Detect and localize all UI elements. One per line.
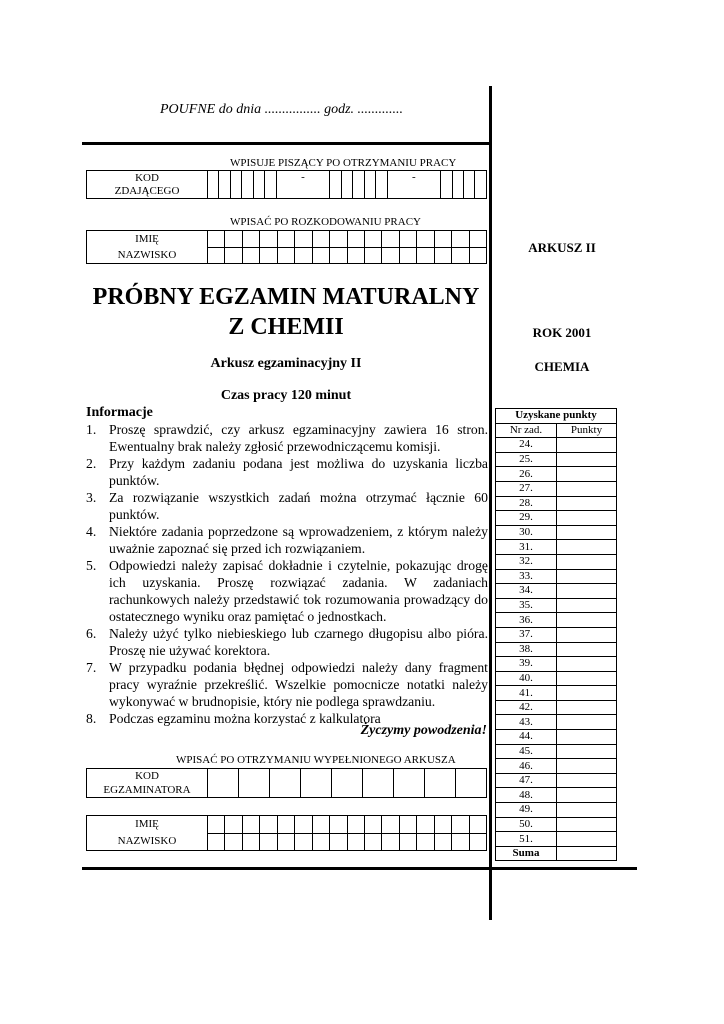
nazwisko-cell[interactable]	[347, 247, 364, 264]
score-row	[496, 686, 617, 701]
score-row	[496, 817, 617, 832]
przedmiot-label: CHEMIA	[534, 359, 590, 374]
nazwisko-cell[interactable]	[382, 833, 399, 851]
nazwisko-cell[interactable]	[330, 833, 347, 851]
score-row-points[interactable]	[557, 671, 617, 686]
score-row	[496, 773, 617, 788]
score-row-nr: 33.	[496, 569, 557, 584]
kod-cell[interactable]	[219, 171, 230, 199]
score-row-points[interactable]	[557, 540, 617, 555]
score-row	[496, 613, 617, 628]
score-row-points[interactable]	[557, 511, 617, 526]
nazwisko-cell[interactable]	[295, 833, 312, 851]
nazwisko-cell[interactable]	[225, 833, 242, 851]
score-row-nr: 43.	[496, 715, 557, 730]
kod-cell[interactable]	[475, 171, 487, 199]
imie-cell[interactable]	[364, 231, 381, 248]
kod-cell[interactable]	[353, 171, 364, 199]
info-item	[86, 489, 488, 523]
score-table	[495, 408, 617, 861]
score-row-points[interactable]	[557, 467, 617, 482]
score-row	[496, 598, 617, 613]
imie-cell[interactable]	[364, 816, 381, 834]
title-line2: Z CHEMII	[228, 314, 344, 340]
nazwisko-cell[interactable]	[469, 247, 486, 264]
kod-cell[interactable]	[364, 171, 375, 199]
page-title	[86, 282, 486, 342]
score-row	[496, 569, 617, 584]
score-row-points[interactable]	[557, 730, 617, 745]
imie-cell[interactable]	[295, 816, 312, 834]
imie-cell[interactable]	[417, 231, 434, 248]
score-row-nr: 28.	[496, 496, 557, 511]
nazwisko-cell[interactable]	[330, 247, 347, 264]
egz-label-line1: KOD	[135, 770, 159, 782]
score-row-nr: 47.	[496, 773, 557, 788]
score-row-points[interactable]	[557, 554, 617, 569]
kod-cell[interactable]	[452, 171, 463, 199]
score-row-points[interactable]	[557, 569, 617, 584]
score-row-points[interactable]	[557, 744, 617, 759]
score-row	[496, 700, 617, 715]
nazwisko-cell[interactable]	[277, 833, 294, 851]
egz-cell[interactable]	[208, 769, 239, 798]
nazwisko-cell[interactable]	[364, 247, 381, 264]
nazwisko-cell[interactable]	[312, 833, 329, 851]
nazwisko-cell[interactable]	[277, 247, 294, 264]
score-row-nr: 41.	[496, 686, 557, 701]
vertical-divider	[489, 86, 492, 920]
score-row-points[interactable]	[557, 773, 617, 788]
imie-label: IMIĘ	[135, 818, 159, 830]
score-row	[496, 554, 617, 569]
imie-cell[interactable]	[242, 816, 259, 834]
nazwisko-cell[interactable]	[208, 247, 225, 264]
nazwisko-cell[interactable]	[364, 833, 381, 851]
score-row-nr: 39.	[496, 657, 557, 672]
score-row-nr: 40.	[496, 671, 557, 686]
kod-cell[interactable]	[208, 171, 219, 199]
info-item	[86, 455, 488, 489]
nazwisko-cell[interactable]	[452, 247, 469, 264]
imie-cell[interactable]	[225, 816, 242, 834]
info-item-text: Odpowiedzi należy zapisać dokładnie i czytelnie, pokazując drogę ich uzyskania. Proszę rozwiązać zadania. W zadaniach rachunkowych należy przedstawić tok rozumowania prowadzący do ostatecznego wyniku oraz pamiętać o jednostkach.	[109, 558, 488, 624]
egz-cell[interactable]	[301, 769, 332, 798]
score-row-nr: 34.	[496, 584, 557, 599]
nazwisko-label: NAZWISKO	[117, 249, 177, 261]
score-row	[496, 759, 617, 774]
kod-cell[interactable]	[463, 171, 474, 199]
imie-cell[interactable]	[417, 816, 434, 834]
imie-cell[interactable]	[469, 231, 486, 248]
egz-cell[interactable]	[270, 769, 301, 798]
score-row-points[interactable]	[557, 598, 617, 613]
score-row	[496, 730, 617, 745]
kod-cell[interactable]	[441, 171, 452, 199]
imie-cell[interactable]	[312, 816, 329, 834]
nazwisko-label: NAZWISKO	[117, 835, 177, 847]
score-row-nr: 32.	[496, 554, 557, 569]
score-row-points[interactable]	[557, 759, 617, 774]
info-list	[86, 421, 488, 727]
kod-cell[interactable]	[341, 171, 352, 199]
score-row-points[interactable]	[557, 803, 617, 818]
info-item-num: 5.	[86, 558, 97, 573]
kod-label-line2: ZDAJĄCEGO	[114, 184, 180, 197]
score-row-points[interactable]	[557, 496, 617, 511]
info-item-text: Należy użyć tylko niebieskiego lub czarnego długopisu albo pióra. Proszę nie używać korektora.	[109, 626, 488, 658]
egz-cell[interactable]	[332, 769, 363, 798]
title-line1: PRÓBNY EGZAMIN MATURALNY	[92, 284, 480, 310]
score-row-nr: 46.	[496, 759, 557, 774]
kod-separator: -	[276, 171, 330, 199]
time-limit: Czas pracy 120 minut	[220, 388, 352, 403]
egz-cell[interactable]	[425, 769, 456, 798]
arkusz-label: ARKUSZ II	[528, 240, 596, 255]
score-row-nr: 50.	[496, 817, 557, 832]
nazwisko-cell[interactable]	[399, 833, 416, 851]
info-item-text: Podczas egzaminu można korzystać z kalkulatora	[109, 711, 381, 726]
score-sum-cell[interactable]	[557, 846, 617, 861]
imie-cell[interactable]	[277, 231, 294, 248]
nazwisko-cell[interactable]	[382, 247, 399, 264]
imie-cell[interactable]	[399, 231, 416, 248]
good-luck-wish: Życzymy powodzenia!	[360, 723, 487, 738]
score-row-nr: 29.	[496, 511, 557, 526]
imie-cell[interactable]	[225, 231, 242, 248]
kod-cell[interactable]	[376, 171, 387, 199]
info-item-num: 6.	[86, 626, 97, 641]
info-item	[86, 523, 488, 557]
score-row	[496, 452, 617, 467]
score-row-nr: 42.	[496, 700, 557, 715]
score-row-points[interactable]	[557, 715, 617, 730]
score-row-points[interactable]	[557, 686, 617, 701]
info-item-num: 1.	[86, 422, 97, 437]
kod-zdajacego-label	[87, 171, 208, 199]
nazwisko-cell[interactable]	[242, 247, 259, 264]
egz-label-line2: EGZAMINATORA	[103, 784, 191, 796]
score-row	[496, 715, 617, 730]
score-row-points[interactable]	[557, 438, 617, 453]
kod-label-line1: KOD	[135, 171, 159, 184]
score-row-points[interactable]	[557, 657, 617, 672]
kod-cell[interactable]	[265, 171, 276, 199]
info-item-num: 8.	[86, 711, 97, 726]
score-row	[496, 496, 617, 511]
score-row	[496, 540, 617, 555]
egz-cell[interactable]	[239, 769, 270, 798]
imie-cell[interactable]	[260, 816, 277, 834]
score-row-nr: 37.	[496, 627, 557, 642]
imie-cell[interactable]	[452, 231, 469, 248]
info-item-text: Za rozwiązanie wszystkich zadań można otrzymać łącznie 60 punktów.	[109, 490, 488, 522]
imie-nazwisko-grid-bottom	[86, 815, 487, 851]
info-item-num: 2.	[86, 456, 97, 471]
score-row-points[interactable]	[557, 452, 617, 467]
imie-cell[interactable]	[399, 816, 416, 834]
imie-cell[interactable]	[347, 231, 364, 248]
imie-nazwisko-label	[87, 231, 208, 264]
nazwisko-cell[interactable]	[260, 247, 277, 264]
nazwisko-cell[interactable]	[417, 247, 434, 264]
nazwisko-cell[interactable]	[434, 247, 451, 264]
info-item	[86, 557, 488, 625]
score-row	[496, 803, 617, 818]
info-item-num: 4.	[86, 524, 97, 539]
top-divider	[82, 142, 490, 145]
score-row-points[interactable]	[557, 525, 617, 540]
kod-zdajacego-grid	[86, 170, 487, 199]
nazwisko-cell[interactable]	[260, 833, 277, 851]
kod-cell[interactable]	[230, 171, 241, 199]
score-row	[496, 788, 617, 803]
imie-cell[interactable]	[330, 816, 347, 834]
info-item-text: Przy każdym zadaniu podana jest możliwa do uzyskania liczba punktów.	[109, 456, 488, 488]
score-row	[496, 657, 617, 672]
score-row-points[interactable]	[557, 700, 617, 715]
imie-cell[interactable]	[330, 231, 347, 248]
info-item-num: 7.	[86, 660, 97, 675]
rozkodowanie-caption: WPISAĆ PO ROZKODOWANIU PRACY	[230, 216, 421, 228]
egzaminator-caption: WPISAĆ PO OTRZYMANIU WYPEŁNIONEGO ARKUSZA	[176, 754, 456, 766]
kod-egzaminatora-label	[87, 769, 208, 798]
score-row-nr: 25.	[496, 452, 557, 467]
egz-cell[interactable]	[456, 769, 487, 798]
score-row-points[interactable]	[557, 832, 617, 847]
imie-cell[interactable]	[208, 816, 225, 834]
score-row	[496, 832, 617, 847]
score-row	[496, 511, 617, 526]
imie-cell[interactable]	[434, 231, 451, 248]
imie-cell[interactable]	[312, 231, 329, 248]
imie-cell[interactable]	[347, 816, 364, 834]
score-row	[496, 627, 617, 642]
info-item	[86, 659, 488, 710]
score-row	[496, 438, 617, 453]
score-row-nr: 27.	[496, 481, 557, 496]
score-row-nr: 45.	[496, 744, 557, 759]
nazwisko-cell[interactable]	[295, 247, 312, 264]
info-item-text: W przypadku podania błędnej odpowiedzi należy dany fragment pracy wyraźnie przekreślić. Wszelkie pomocnicze notatki należy wykonywać w brudnopisie, który nie podlega sprawdzaniu.	[109, 660, 488, 709]
imie-cell[interactable]	[434, 816, 451, 834]
kod-zdajacego-caption: WPISUJE PISZĄCY PO OTRZYMANIU PRACY	[230, 157, 457, 169]
score-row-points[interactable]	[557, 584, 617, 599]
score-row-points[interactable]	[557, 627, 617, 642]
imie-cell[interactable]	[208, 231, 225, 248]
imie-cell[interactable]	[242, 231, 259, 248]
score-sum-label: Suma	[496, 846, 557, 861]
nazwisko-cell[interactable]	[399, 247, 416, 264]
score-row-points[interactable]	[557, 788, 617, 803]
imie-cell[interactable]	[382, 816, 399, 834]
score-col-nr: Nr zad.	[496, 423, 557, 438]
score-row	[496, 642, 617, 657]
nazwisko-cell[interactable]	[417, 833, 434, 851]
nazwisko-cell[interactable]	[242, 833, 259, 851]
kod-cell[interactable]	[330, 171, 341, 199]
score-row-nr: 51.	[496, 832, 557, 847]
info-item-text: Proszę sprawdzić, czy arkusz egzaminacyjny zawiera 16 stron. Ewentualny brak należy zgłosić przewodniczącemu komisji.	[109, 422, 488, 454]
kod-egzaminatora-grid	[86, 768, 487, 798]
imie-cell[interactable]	[382, 231, 399, 248]
score-row-nr: 48.	[496, 788, 557, 803]
score-row-points[interactable]	[557, 613, 617, 628]
nazwisko-cell[interactable]	[312, 247, 329, 264]
score-row-nr: 26.	[496, 467, 557, 482]
score-row-nr: 31.	[496, 540, 557, 555]
nazwisko-cell[interactable]	[225, 247, 242, 264]
nazwisko-cell[interactable]	[208, 833, 225, 851]
score-row	[496, 481, 617, 496]
score-row-nr: 24.	[496, 438, 557, 453]
score-row-nr: 30.	[496, 525, 557, 540]
nazwisko-cell[interactable]	[347, 833, 364, 851]
score-row-nr: 35.	[496, 598, 557, 613]
imie-cell[interactable]	[295, 231, 312, 248]
imie-nazwisko-grid-top	[86, 230, 487, 264]
score-row	[496, 467, 617, 482]
imie-cell[interactable]	[277, 816, 294, 834]
egz-cell[interactable]	[363, 769, 394, 798]
score-row-nr: 36.	[496, 613, 557, 628]
info-heading: Informacje	[86, 405, 153, 420]
nazwisko-cell[interactable]	[434, 833, 451, 851]
score-row-points[interactable]	[557, 481, 617, 496]
kod-separator: -	[387, 171, 441, 199]
score-row-nr: 49.	[496, 803, 557, 818]
imie-cell[interactable]	[260, 231, 277, 248]
info-item	[86, 625, 488, 659]
info-item	[86, 421, 488, 455]
nazwisko-cell[interactable]	[452, 833, 469, 851]
poufne-line: POUFNE do dnia ................ godz. .............	[160, 102, 404, 117]
imie-label: IMIĘ	[135, 233, 159, 245]
info-item-num: 3.	[86, 490, 97, 505]
score-row-nr: 44.	[496, 730, 557, 745]
imie-cell[interactable]	[452, 816, 469, 834]
score-row	[496, 525, 617, 540]
score-table-title: Uzyskane punkty	[496, 409, 617, 424]
score-row	[496, 744, 617, 759]
kod-cell[interactable]	[253, 171, 264, 199]
score-row	[496, 671, 617, 686]
rok-label: ROK 2001	[532, 325, 592, 340]
subtitle: Arkusz egzaminacyjny II	[210, 356, 362, 371]
egz-cell[interactable]	[394, 769, 425, 798]
bottom-divider	[82, 867, 637, 870]
kod-cell[interactable]	[242, 171, 253, 199]
score-row-points[interactable]	[557, 817, 617, 832]
score-row	[496, 584, 617, 599]
score-row-nr: 38.	[496, 642, 557, 657]
score-row-points[interactable]	[557, 642, 617, 657]
imie-cell[interactable]	[469, 816, 486, 834]
imie-nazwisko-label-bottom	[87, 816, 208, 851]
info-item-text: Niektóre zadania poprzedzone są wprowadzeniem, z którym należy uważnie zapoznać się przed ich rozwiązaniem.	[109, 524, 488, 556]
score-col-pts: Punkty	[557, 423, 617, 438]
nazwisko-cell[interactable]	[469, 833, 486, 851]
